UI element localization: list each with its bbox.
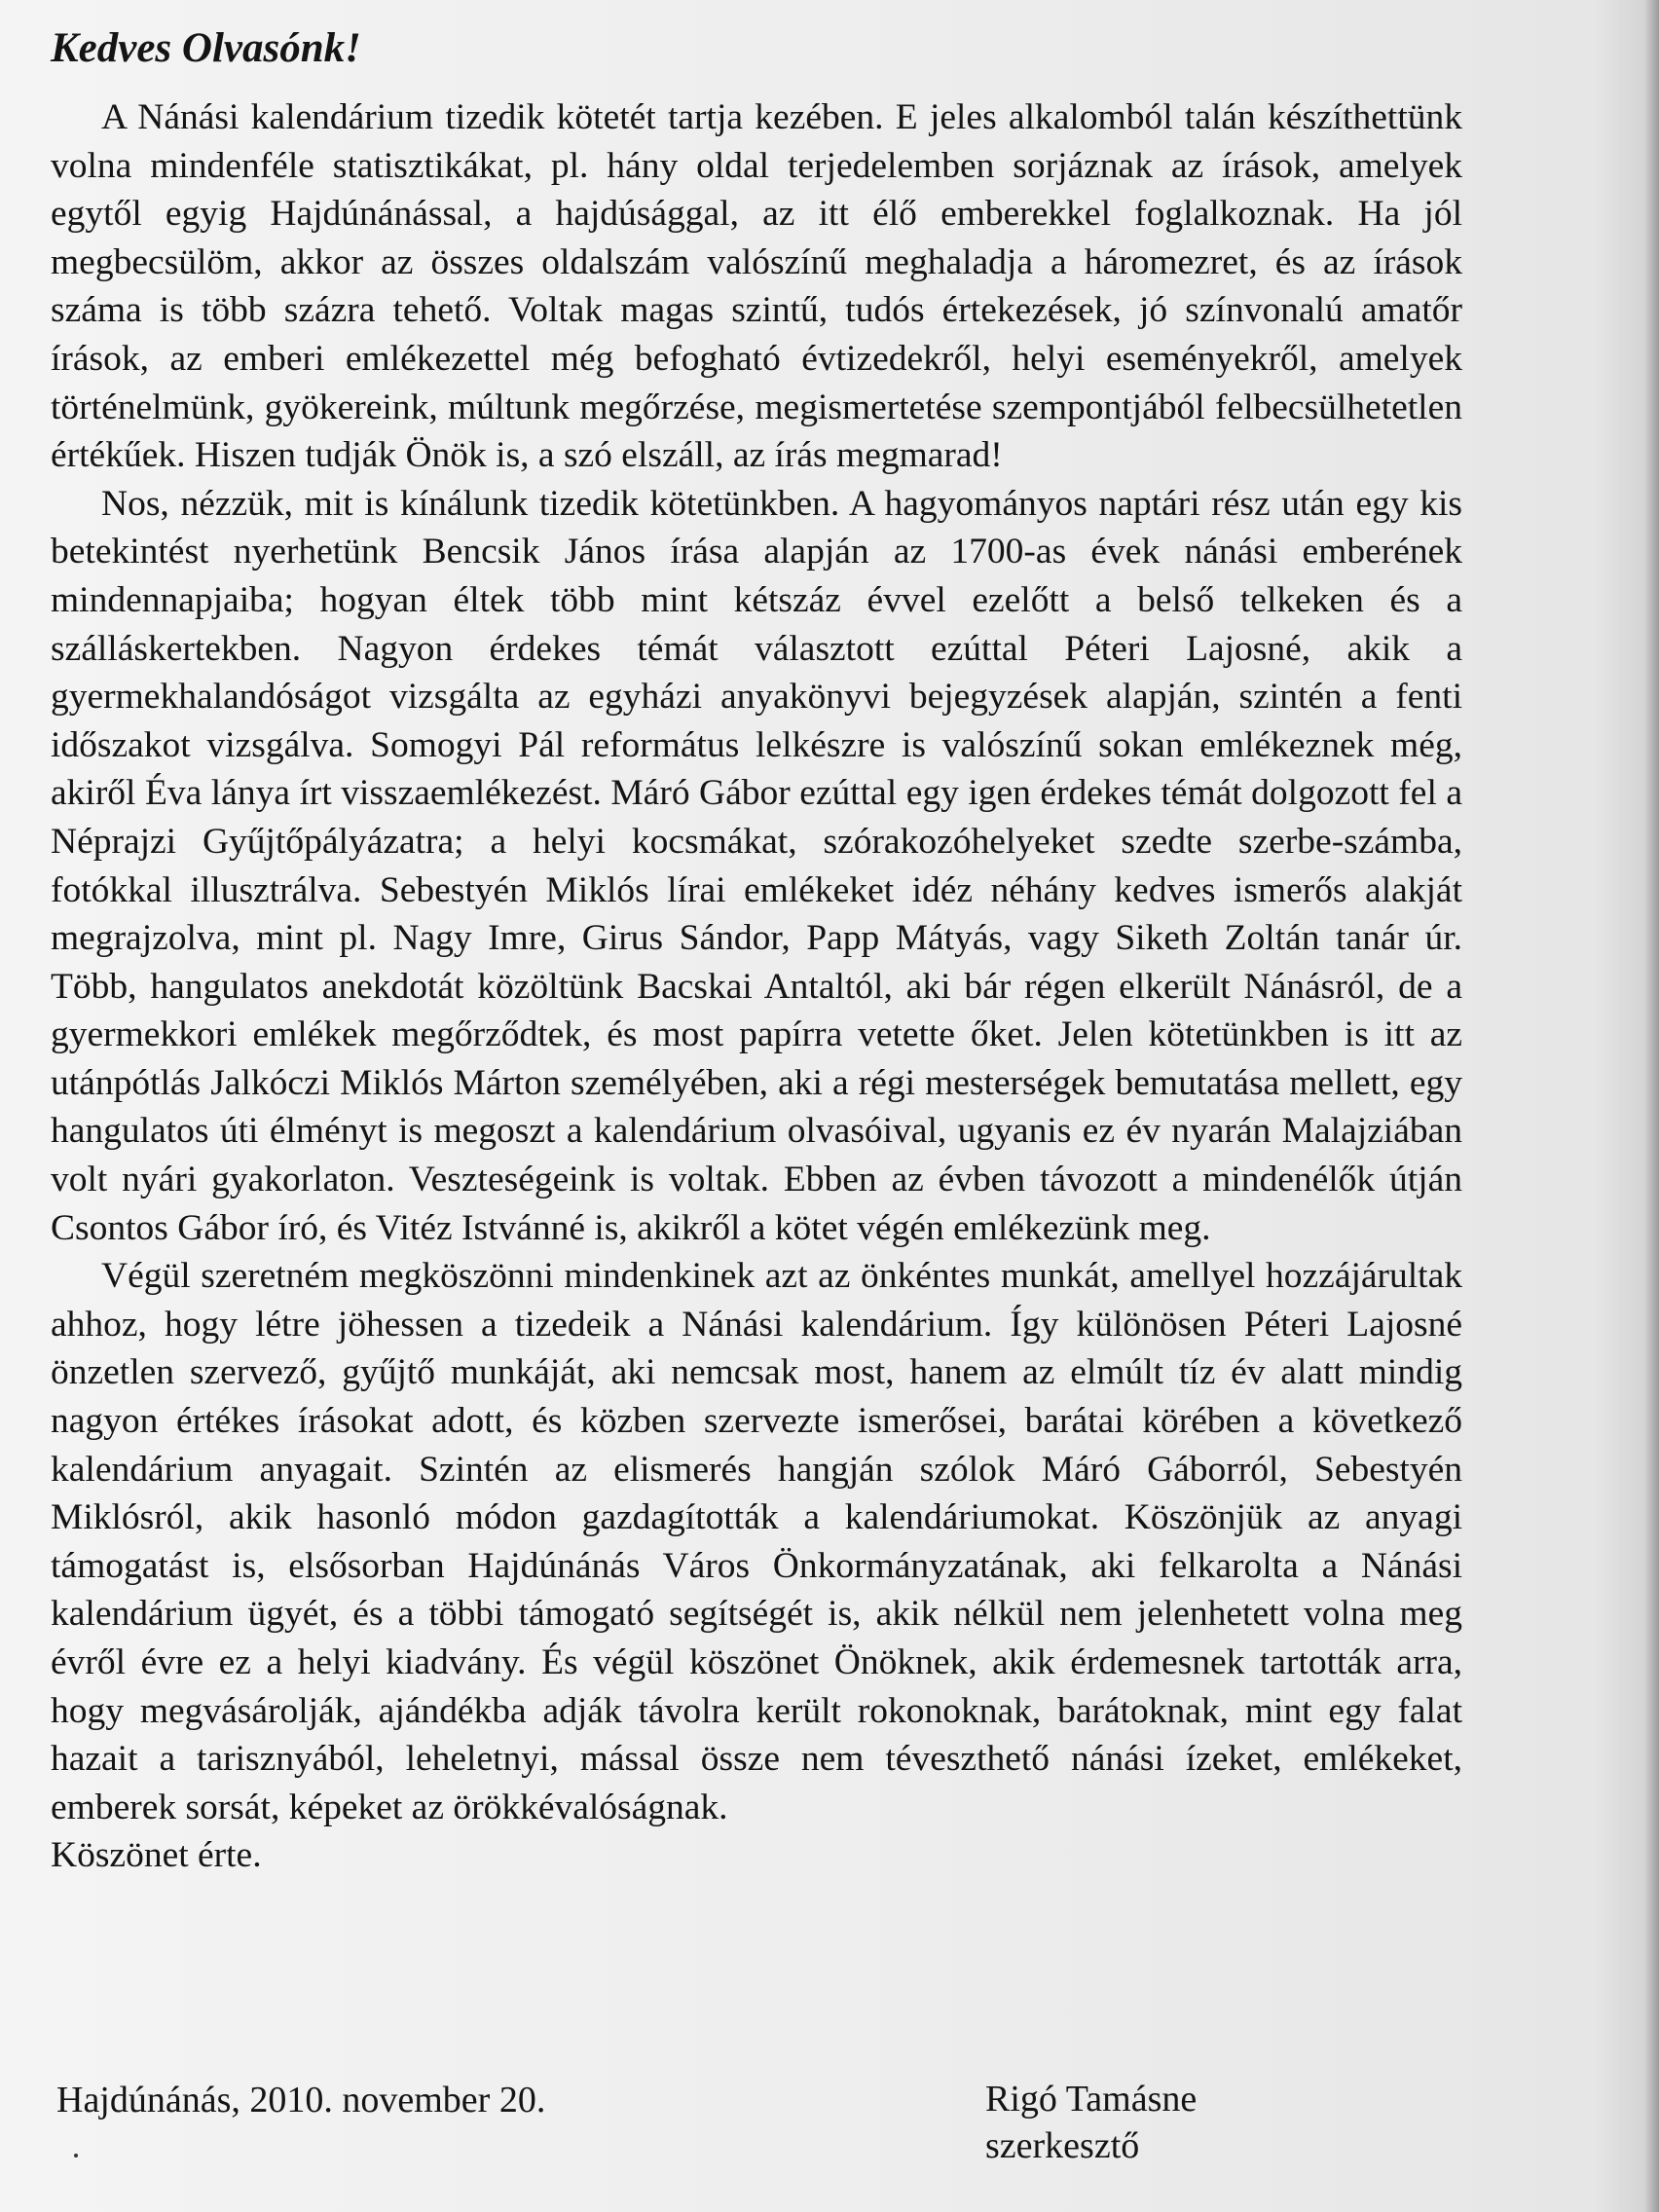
signer-name: Rigó Tamásne: [985, 2079, 1198, 2120]
signature-block: [985, 2076, 1197, 2169]
place-and-date: Hajdúnánás, 2010. november 20.: [56, 2080, 546, 2120]
print-speck: [74, 2154, 78, 2157]
paragraph-intro: A Nánási kalendárium tizedik kötetét tartja kezében. E jeles alkalomból talán készíthettünk volna mindenféle statisztikákat, pl. hány oldal terjedelemben sorjáznak az írások, amelyek egytől egyig Hajdúnánással, a hajdúsággal, az itt élő emberekkel foglalkoznak. Ha jól megbecsülöm, akkor az összes oldalszám valószínű meghaladja a háromezret, és az írások száma is több százra tehető. Voltak magas szintű, tudós értekezések, jó színvonalú amatőr írások, az emberi emlékezettel még befogható évtizedekről, helyi eseményekről, amelyek történelmünk, gyökereink, múltunk megőrzése, megismertetése szempontjából felbecsülhetetlen értékűek. Hiszen tudják Önök is, a szó elszáll, az írás megmarad!: [51, 97, 1462, 476]
letter-body: [51, 21, 1462, 1880]
letter-closing: Köszönet érte.: [51, 1835, 262, 1876]
paragraph-contents: Nos, nézzük, mit is kínálunk tizedik kötetünkben. A hagyományos naptári rész után egy kis betekintést nyerhetünk Bencsik János írása alapján az 1700-as évek nánási emberének mindennapjaiba; hogyan éltek több mint kétszáz évvel ezelőtt a belső telkeken és a szálláskertekben. Nagyon érdekes témát választott ezúttal Péteri Lajosné, akik a gyermekhalandóságot vizsgálta az egyházi anyakönyvi bejegyzések alapján, szintén a fenti időszakot vizsgálva. Somogyi Pál református lelkészre is valószínű sokan emlékeznek még, akiről Éva lánya írt visszaemlékezést. Máró Gábor ezúttal egy igen érdekes témát dolgozott fel a Néprajzi Gyűjtőpályázatra; a helyi kocsmákat, szórakozóhelyeket szedte szerbe-számba, fotókkal illusztrálva. Sebestyén Miklós lírai emlékeket idéz néhány kedves ismerős alakját megrajzolva, mint pl. Nagy Imre, Girus Sándor, Papp Mátyás, vagy Siketh Zoltán tanár úr. Több, hangulatos anekdotát közöltünk Bacskai Antaltól, aki bár régen elkerült Nánásról, de a gyermekkori emlékek megőrződtek, és most papírra vetette őket. Jelen kötetünkben is itt az utánpótlás Jalkóczi Miklós Márton személyében, aki a régi mesterségek bemutatása mellett, egy hangulatos úti élményt is megoszt a kalendárium olvasóival, ugyanis ez év nyarán Malajziában volt nyári gyakorlaton. Veszteségeink is voltak. Ebben az évben távozott a mindenélők útján Csontos Gábor író, és Vitéz Istvánné is, akikről a kötet végén emlékezünk meg.: [51, 483, 1462, 1248]
letter-greeting: Kedves Olvasónk!: [51, 25, 361, 71]
signer-title: szerkesztő: [985, 2125, 1140, 2166]
page-edge-shadow: [1643, 0, 1659, 2212]
paragraph-thanks: Végül szeretném megköszönni mindenkinek azt az önkéntes munkát, amellyel hozzájárultak ahhoz, hogy létre jöhessen a tizedeik a Nánási kalendárium. Így különösen Péteri Lajosné önzetlen szervező, gyűjtő munkáját, aki nemcsak most, hanem az elmúlt tíz év alatt mindig nagyon értékes írásokat adott, és közben szervezte ismerősei, barátai körében a következő kalendárium anyagait. Szintén az elismerés hangján szólok Máró Gáborról, Sebestyén Miklósról, akik hasonló módon gazdagították a kalendáriumokat. Köszönjük az anyagi támogatást is, elsősorban Hajdúnánás Város Önkormányzatának, aki felkarolta a Nánási kalendárium ügyét, és a többi támogató segítségét is, akik nélkül nem jelenhetett volna meg évről évre ez a helyi kiadvány. És végül köszönet Önöknek, akik érdemesnek tartották arra, hogy megvásárolják, ajándékba adják távolra került rokonoknak, barátoknak, mint egy falat hazait a tarisznyából, leheletnyi, mással össze nem téveszthető nánási ízeket, emlékeket, emberek sorsát, képeket az örökkévalóságnak.: [51, 1256, 1462, 1827]
